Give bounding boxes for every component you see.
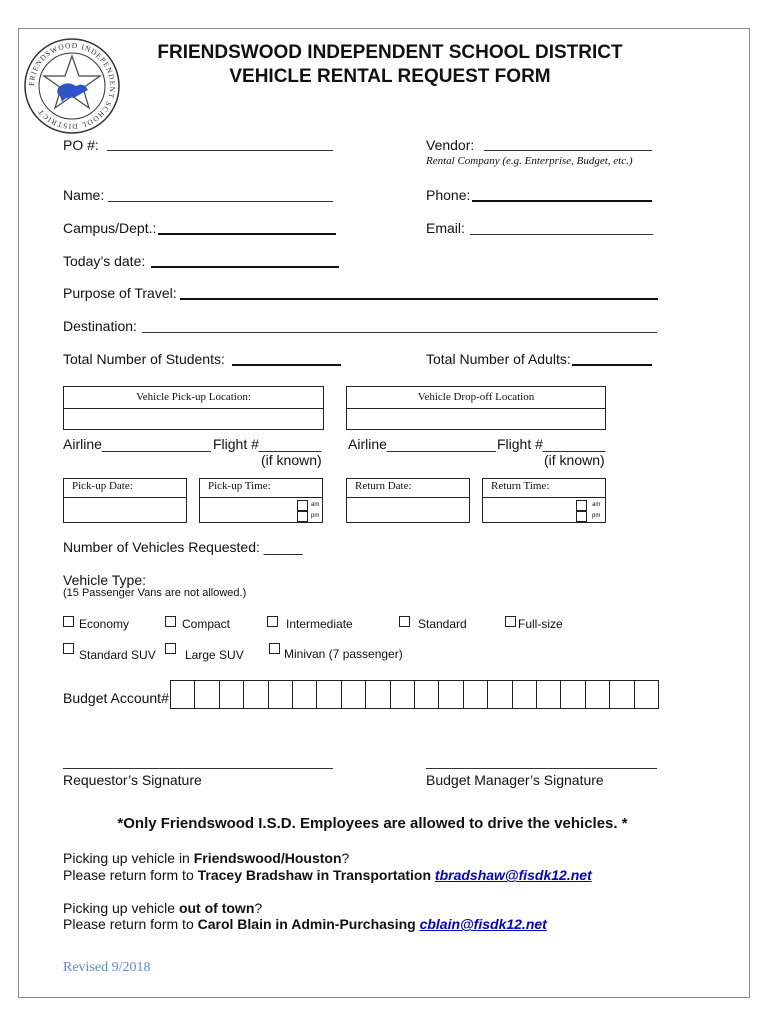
po-label: PO #: xyxy=(63,137,99,153)
budget-account-digit-cell[interactable] xyxy=(170,680,195,709)
pickup-am-checkbox[interactable] xyxy=(297,500,308,511)
budget-account-digit-cell[interactable] xyxy=(487,680,512,709)
pickup-airline-label: Airline______________ xyxy=(63,436,211,452)
return-am-label: am xyxy=(592,502,601,508)
pickup-pm-label: pm xyxy=(311,513,320,519)
return-time-label: Return Time: xyxy=(491,480,550,492)
requestor-signature-label: Requestor’s Signature xyxy=(63,772,202,788)
budget-account-digit-cell[interactable] xyxy=(414,680,439,709)
adults-field[interactable] xyxy=(572,364,652,366)
vehicle-count-label: Number of Vehicles Requested: _____ xyxy=(63,539,303,555)
return-time-cell[interactable] xyxy=(482,478,606,523)
pickup-am-label: am xyxy=(311,502,320,508)
budget-account-digit-cell[interactable] xyxy=(536,680,561,709)
cblain-email-link[interactable]: cblain@fisdk12.net xyxy=(419,916,547,932)
employee-notice: *Only Friendswood I.S.D. Employees are allowed to drive the vehicles. * xyxy=(117,815,628,832)
return-am-checkbox[interactable] xyxy=(576,500,587,511)
district-seal-logo xyxy=(22,36,122,136)
local-return-instruction: Please return form to Tracey Bradshaw in Transportation tbradshaw@fisdk12.net xyxy=(63,867,592,883)
budget-account-digit-cell[interactable] xyxy=(194,680,219,709)
return-pm-label: pm xyxy=(592,513,601,519)
large-suv-checkbox[interactable] xyxy=(165,643,176,654)
name-field[interactable] xyxy=(108,201,333,202)
pickup-location-box[interactable] xyxy=(63,386,324,430)
campus-label: Campus/Dept.: xyxy=(63,220,157,236)
phone-label: Phone: xyxy=(426,187,471,203)
tbradshaw-email-link[interactable]: tbradshaw@fisdk12.net xyxy=(434,867,592,883)
intermediate-label: Intermediate xyxy=(286,617,353,631)
pickup-date-cell[interactable] xyxy=(63,478,187,523)
budget-account-digit-cell[interactable] xyxy=(390,680,415,709)
email-label: Email: xyxy=(426,220,465,236)
budget-account-digit-cell[interactable] xyxy=(585,680,610,709)
compact-checkbox[interactable] xyxy=(165,616,176,627)
budget-account-digit-cell[interactable] xyxy=(292,680,317,709)
seal-text: FRIENDSWOOD INDEPENDENT SCHOOL DISTRICT xyxy=(26,40,118,132)
manager-signature-line[interactable] xyxy=(426,768,657,769)
dropoff-location-label: Vehicle Drop-off Location xyxy=(417,391,535,403)
purpose-field[interactable] xyxy=(180,298,658,300)
large-suv-label: Large SUV xyxy=(185,648,244,662)
budget-account-digit-cell[interactable] xyxy=(219,680,244,709)
email-field[interactable] xyxy=(470,234,653,235)
adults-label: Total Number of Adults: xyxy=(426,351,571,367)
dropoff-flight-label: Flight #________ xyxy=(497,436,606,452)
po-field[interactable] xyxy=(107,150,333,151)
budget-account-label: Budget Account# xyxy=(63,690,169,706)
standard-suv-checkbox[interactable] xyxy=(63,643,74,654)
students-label: Total Number of Students: xyxy=(63,351,225,367)
compact-label: Compact xyxy=(182,617,231,631)
destination-label: Destination: xyxy=(63,318,137,334)
return-pm-checkbox[interactable] xyxy=(576,511,587,522)
pickup-if-known: (if known) xyxy=(261,452,322,468)
pickup-pm-checkbox[interactable] xyxy=(297,511,308,522)
vendor-label: Vendor: xyxy=(426,137,475,153)
budget-account-digit-cell[interactable] xyxy=(463,680,488,709)
budget-account-digit-cell[interactable] xyxy=(341,680,366,709)
budget-account-digit-cell[interactable] xyxy=(560,680,585,709)
pickup-location-label: Vehicle Pick-up Location: xyxy=(136,391,251,403)
destination-field[interactable] xyxy=(142,332,657,333)
form-title-line1: FRIENDSWOOD INDEPENDENT SCHOOL DISTRICT xyxy=(157,42,623,63)
budget-account-digit-cell[interactable] xyxy=(243,680,268,709)
standard-label: Standard xyxy=(418,617,467,631)
dropoff-if-known: (if known) xyxy=(544,452,605,468)
students-field[interactable] xyxy=(232,364,341,366)
budget-account-digit-cell[interactable] xyxy=(316,680,341,709)
form-title-line2: VEHICLE RENTAL REQUEST FORM xyxy=(229,66,551,87)
vehicle-type-label: Vehicle Type: xyxy=(63,572,147,588)
vendor-hint: Rental Company (e.g. Enterprise, Budget, etc.) xyxy=(426,155,633,167)
budget-account-digit-cell[interactable] xyxy=(512,680,537,709)
purpose-label: Purpose of Travel: xyxy=(63,285,177,301)
budget-account-digit-cell[interactable] xyxy=(634,680,659,709)
economy-label: Economy xyxy=(79,617,130,631)
standard-suv-label: Standard SUV xyxy=(79,648,156,662)
vendor-field[interactable] xyxy=(484,150,652,151)
dropoff-location-box[interactable] xyxy=(346,386,606,430)
today-date-field[interactable] xyxy=(151,266,339,268)
phone-field[interactable] xyxy=(472,200,652,202)
pickup-date-label: Pick-up Date: xyxy=(72,480,133,492)
return-date-cell[interactable] xyxy=(346,478,470,523)
budget-account-digit-cell[interactable] xyxy=(268,680,293,709)
campus-field[interactable] xyxy=(158,233,336,235)
revised-date: Revised 9/2018 xyxy=(63,960,151,975)
requestor-signature-line[interactable] xyxy=(63,768,333,769)
standard-checkbox[interactable] xyxy=(399,616,410,627)
minivan-label: Minivan (7 passenger) xyxy=(284,647,403,661)
return-date-label: Return Date: xyxy=(355,480,412,492)
dropoff-airline-label: Airline______________ xyxy=(348,436,496,452)
economy-checkbox[interactable] xyxy=(63,616,74,627)
manager-signature-label: Budget Manager’s Signature xyxy=(426,772,604,788)
local-pickup-question: Picking up vehicle in Friendswood/Houston? xyxy=(63,850,350,866)
full-size-label: Full-size xyxy=(518,617,563,631)
name-label: Name: xyxy=(63,187,105,203)
vehicle-type-note: (15 Passenger Vans are not allowed.) xyxy=(63,587,247,599)
budget-account-digit-cell[interactable] xyxy=(609,680,634,709)
minivan-checkbox[interactable] xyxy=(269,643,280,654)
pickup-time-label: Pick-up Time: xyxy=(208,480,271,492)
pickup-flight-label: Flight #________ xyxy=(213,436,322,452)
out-of-town-question: Picking up vehicle out of town? xyxy=(63,900,263,916)
full-size-checkbox[interactable] xyxy=(505,616,516,627)
today-date-label: Today’s date: xyxy=(63,253,146,269)
budget-account-digit-cell[interactable] xyxy=(438,680,463,709)
budget-account-digit-cell[interactable] xyxy=(365,680,390,709)
intermediate-checkbox[interactable] xyxy=(267,616,278,627)
out-of-town-return-instruction: Please return form to Carol Blain in Admin-Purchasing cblain@fisdk12.net xyxy=(63,916,547,932)
